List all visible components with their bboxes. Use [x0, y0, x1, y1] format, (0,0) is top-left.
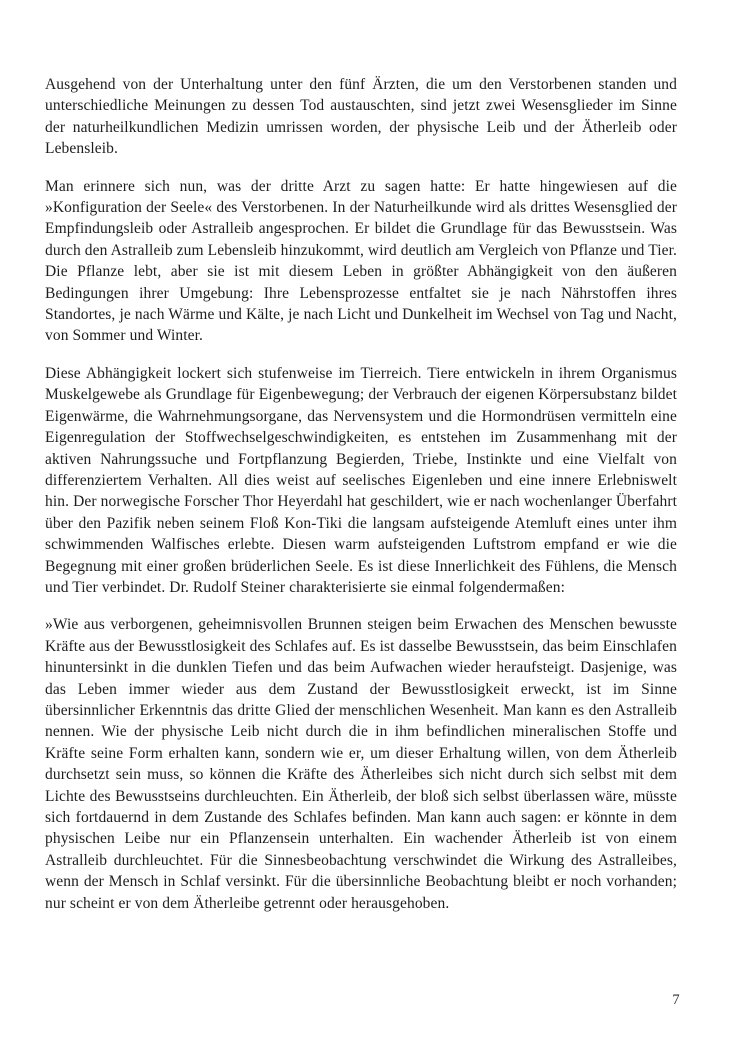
paragraph-intro-wesensglieder: Ausgehend von der Unterhaltung unter den fünf Ärzten, die um den Verstorbenen standen und unterschiedliche Meinungen zu dessen Tod austauschten, sind jetzt zwei Wesensglieder im Sinne der naturheilkundlichen Medizin umrissen worden, der physische Leib und der Ätherleib oder Lebensleib. [45, 76, 677, 158]
page-number: 7 [672, 992, 680, 1008]
body-text [45, 74, 677, 930]
paragraph-tierreich-heyerdahl: Diese Abhängigkeit lockert sich stufenweise im Tierreich. Tiere entwickeln in ihrem Organismus Muskelgewebe als Grundlage für Eigenbewegung; der Verbrauch der eigenen Körpersubstanz bildet Eigenwärme, die Wahrnehmungsorgane, das Nervensystem und die Hormondrüsen vermitteln eine Eigenregulation der Stoffwechselgeschwindigkeiten, es entstehen im Zusammenhang mit der aktiven Nahrungssuche und Fortpflanzung Begierden, Triebe, Instinkte und eine Vielfalt von differenziertem Verhalten. All dies weist auf seelisches Eigenleben und eine innere Erlebniswelt hin. Der norwegische Forscher Thor Heyerdahl hat geschildert, wie er nach wochenlanger Überfahrt über den Pazifik neben seinem Floß Kon-Tiki die langsam aufsteigende Atemluft eines unter ihm schwimmenden Walfisches erlebte. Diesen warm aufsteigenden Luftstrom empfand er wie die Begegnung mit einer großen brüderlichen Seele. Es ist diese Innerlichkeit des Fühlens, die Mensch und Tier verbindet. Dr. Rudolf Steiner charakterisierte sie einmal folgendermaßen: [45, 364, 677, 596]
paragraph-astralleib-pflanze: Man erinnere sich nun, was der dritte Arzt zu sagen hatte: Er hatte hingewiesen auf die »Konfiguration der Seele« des Verstorbenen. In der Naturheilkunde wird als drittes Wesensglied der Empfindungsleib oder Astralleib angesprochen. Er bildet die Grundlage für das Bewusstsein. Was durch den Astralleib zum Lebensleib hinzukommt, wird deutlich am Vergleich von Pflanze und Tier. Die Pflanze lebt, aber sie ist mit diesem Leben in größter Abhängigkeit von den äußeren Bedingungen ihrer Umgebung: Ihre Lebensprozesse entfaltet sie je nach Nährstoffen ihres Standortes, je nach Wärme und Kälte, je nach Licht und Dunkelheit im Wechsel von Tag und Nacht, von Sommer und Winter. [45, 177, 677, 345]
paragraph-steiner-zitat: »Wie aus verborgenen, geheimnisvollen Brunnen steigen beim Erwachen des Menschen bewusste Kräfte aus der Bewusstlosigkeit des Schlafes auf. Es ist dasselbe Bewusstsein, das beim Einschlafen hinuntersinkt in die dunklen Tiefen und das beim Aufwachen wieder heraufsteigt. Dasjenige, was das Leben immer wieder aus dem Zustand der Bewusstlosigkeit erweckt, ist im Sinne übersinnlicher Erkenntnis das dritte Glied der menschlichen Wesenheit. Man kann es den Astralleib nennen. Wie der physische Leib nicht durch die in ihm befindlichen mineralischen Stoffe und Kräfte seine Form erhalten kann, sondern wie er, um dieser Erhaltung willen, von dem Ätherleib durchsetzt sein muss, so können die Kräfte des Ätherleibes sich nicht durch sich selbst mit dem Lichte des Bewusstseins durchleuchten. Ein Ätherleib, der bloß sich selbst überlassen wäre, müsste sich fortdauernd in dem Zustande des Schlafes befinden. Man kann auch sagen: er könnte in dem physischen Leibe nur ein Pflanzensein unterhalten. Ein wachender Ätherleib ist von einem Astralleib durchleuchtet. Für die Sinnesbeobachtung verschwindet die Wirkung des Astralleibes, wenn der Mensch in Schlaf versinkt. Für die übersinnliche Beobachtung bleibt er noch vorhanden; nur scheint er von dem Ätherleibe getrennt oder herausgehoben. [45, 616, 677, 912]
